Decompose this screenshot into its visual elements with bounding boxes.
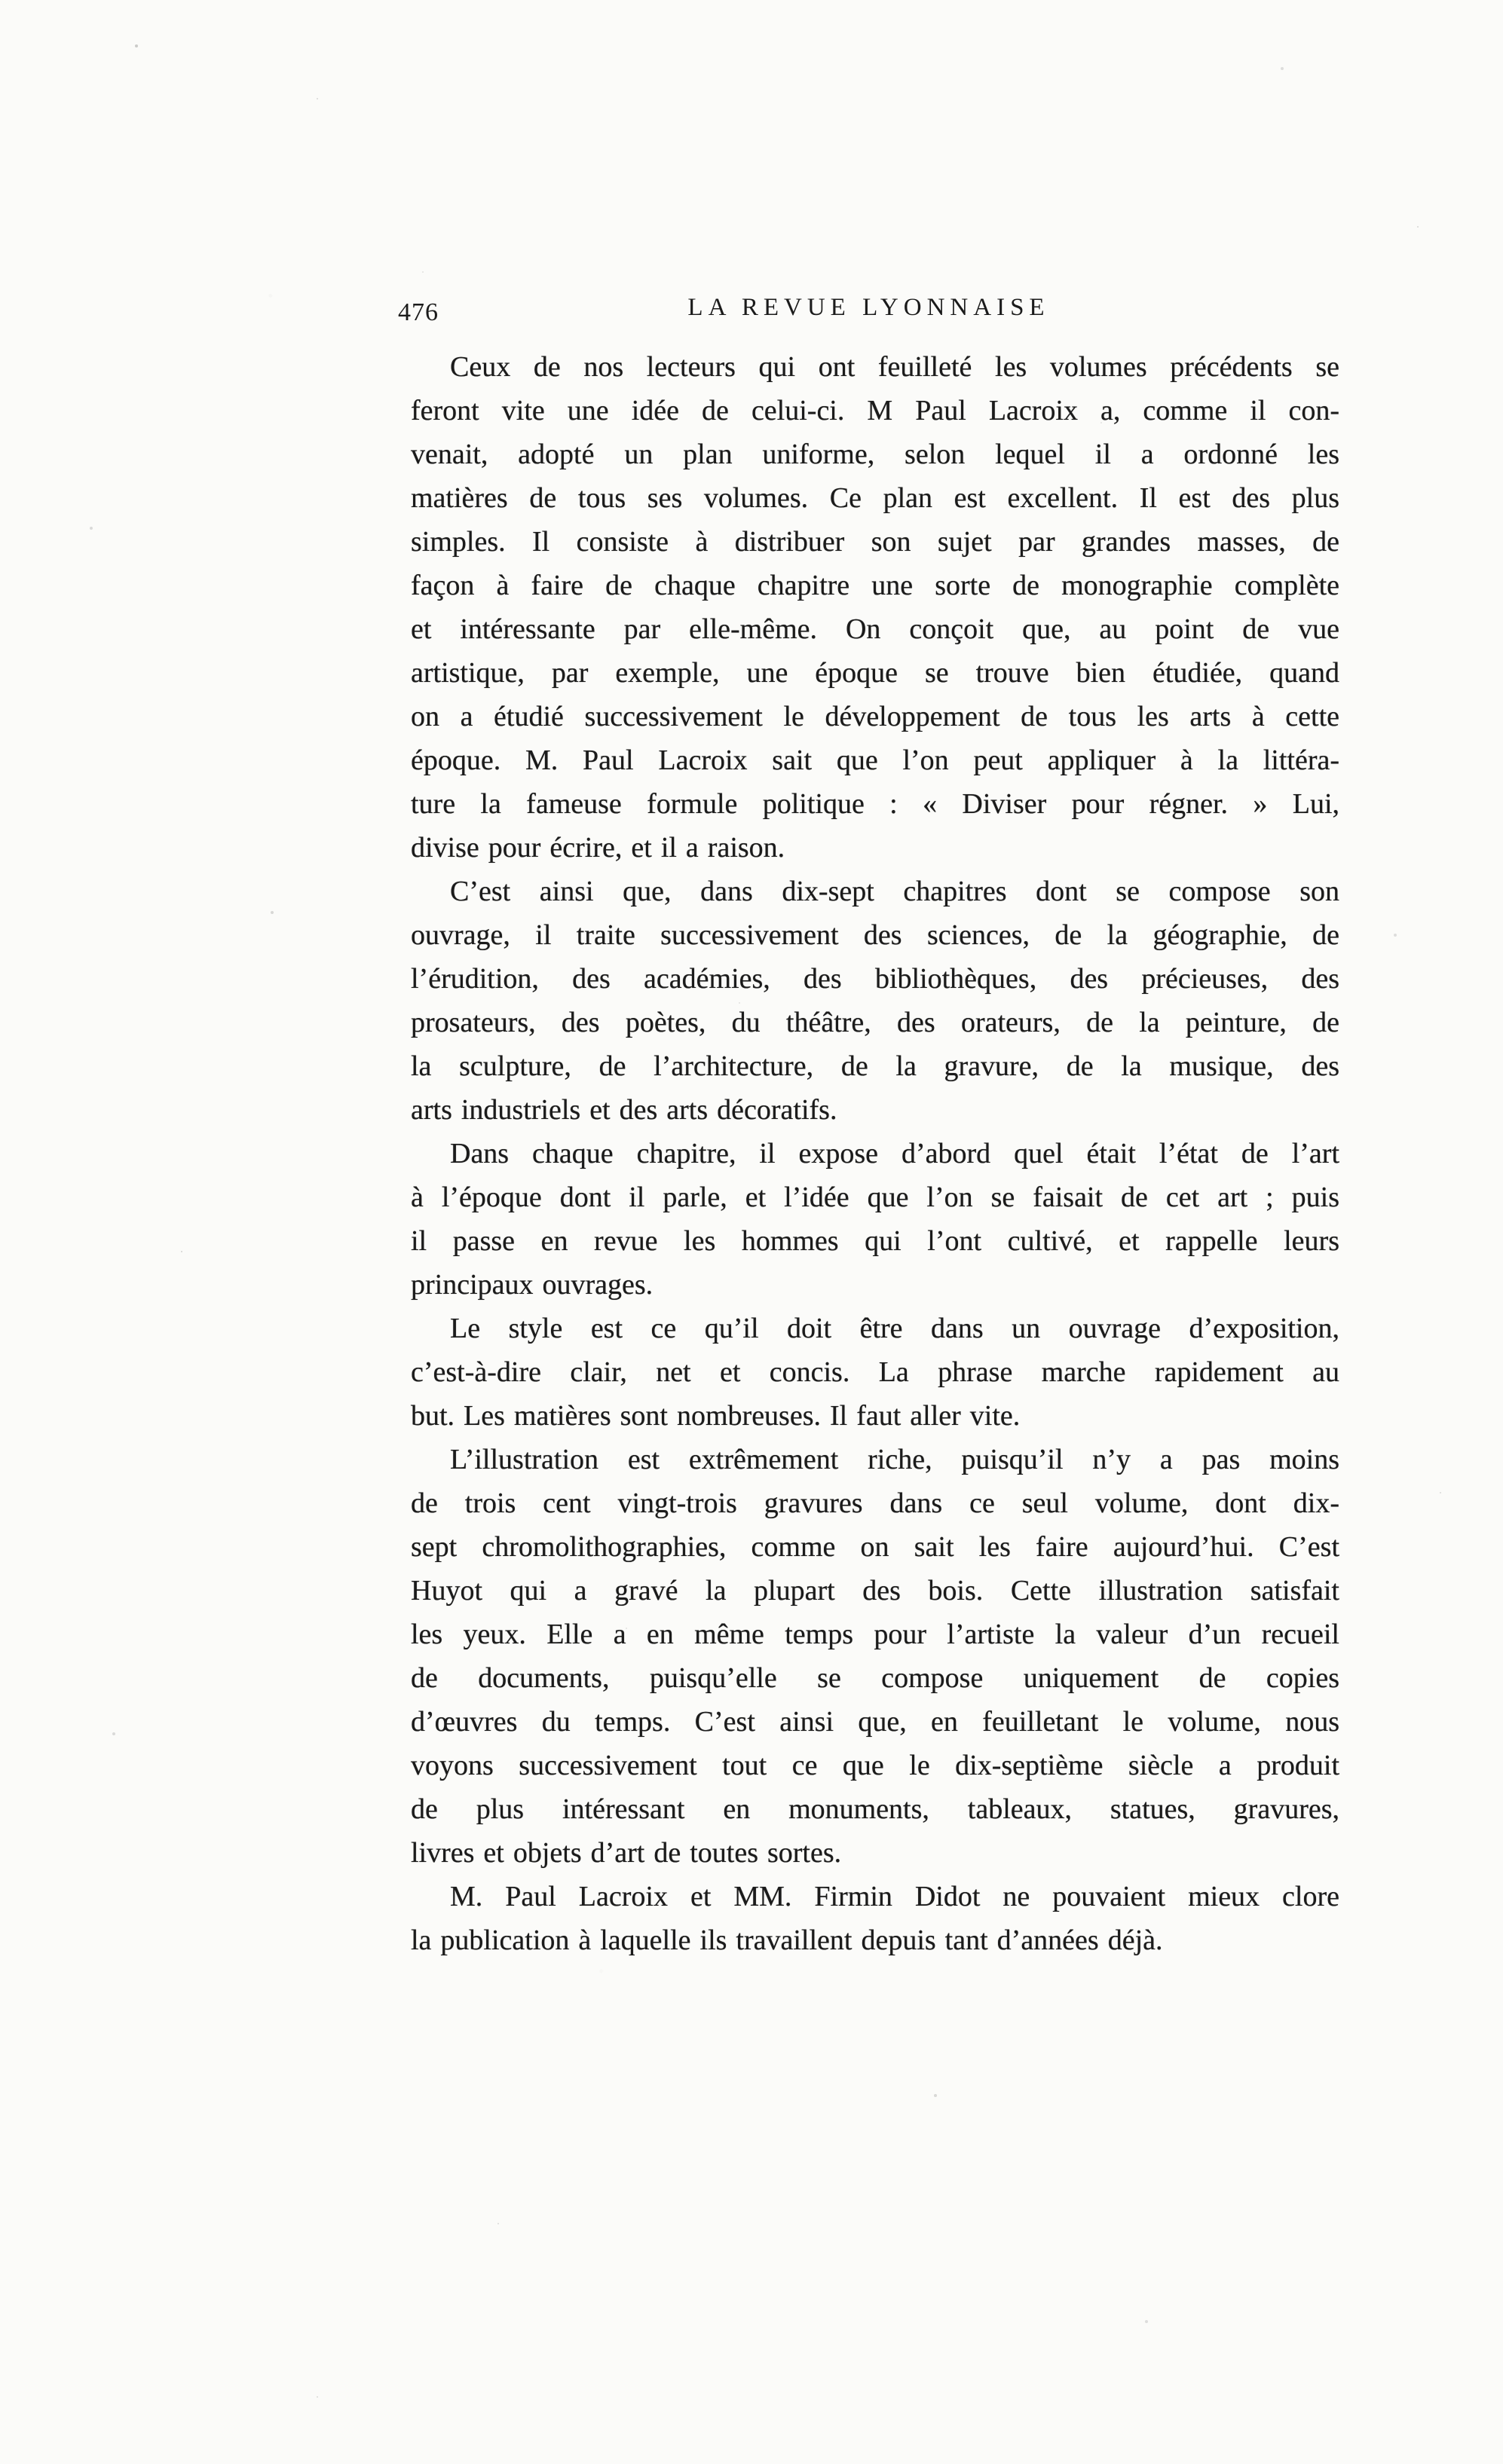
text-line: Dans chaque chapitre, il expose d’abord quel était l’état de l’art [450, 1138, 1339, 1169]
text-line: Le style est ce qu’il doit être dans un ouvrage d’exposition, [450, 1313, 1339, 1344]
text-line: d’œuvres du temps. C’est ainsi que, en feuilletant le volume, nous [411, 1706, 1339, 1738]
paragraph [411, 1438, 1339, 1875]
text-line: il passe en revue les hommes qui l’ont cultivé, et rappelle leurs [411, 1225, 1339, 1257]
text-line: la sculpture, de l’architecture, de la gravure, de la musique, des [411, 1050, 1339, 1082]
page-number: 476 [398, 298, 439, 326]
text-line: la publication à laquelle ils travaillent depuis tant d’années déjà. [411, 1924, 1163, 1956]
text-line: les yeux. Elle a en même temps pour l’artiste la valeur d’un recueil [411, 1619, 1339, 1650]
text-line: divise pour écrire, et il a raison. [411, 832, 785, 864]
article-text [411, 345, 1339, 1962]
journal-title: LA REVUE LYONNAISE [687, 294, 1050, 321]
text-line: on a étudié successivement le développement de tous les arts à cette [411, 701, 1339, 732]
text-line: but. Les matières sont nombreuses. Il faut aller vite. [411, 1400, 1021, 1432]
page-header [398, 294, 1339, 329]
text-line: de trois cent vingt-trois gravures dans ce seul volume, dont dix- [411, 1487, 1339, 1519]
text-line: feront vite une idée de celui-ci. M Paul Lacroix a, comme il con- [411, 395, 1339, 426]
paragraph [411, 1307, 1339, 1438]
scan-noise [0, 0, 2, 2]
text-line: matières de tous ses volumes. Ce plan est excellent. Il est des plus [411, 482, 1339, 514]
paragraph [411, 1875, 1339, 1962]
text-line: venait, adopté un plan uniforme, selon lequel il a ordonné les [411, 439, 1339, 470]
text-line: de plus intéressant en monuments, tableaux, statues, gravures, [411, 1793, 1339, 1825]
text-line: Ceux de nos lecteurs qui ont feuilleté les volumes précédents se [450, 351, 1339, 383]
paragraph [411, 870, 1339, 1132]
text-line: Huyot qui a gravé la plupart des bois. Cette illustration satisfait [411, 1575, 1339, 1606]
text-line: artistique, par exemple, une époque se trouve bien étudiée, quand [411, 657, 1339, 689]
text-line: à l’époque dont il parle, et l’idée que l’on se faisait de cet art ; puis [411, 1182, 1339, 1213]
paragraph [411, 1132, 1339, 1307]
paragraph [411, 345, 1339, 870]
text-line: C’est ainsi que, dans dix-sept chapitres dont se compose son [450, 876, 1339, 907]
text-line: voyons successivement tout ce que le dix-septième siècle a produit [411, 1750, 1339, 1781]
text-line: c’est-à-dire clair, net et concis. La phrase marche rapidement au [411, 1356, 1339, 1388]
text-line: livres et objets d’art de toutes sortes. [411, 1837, 842, 1869]
text-line: principaux ouvrages. [411, 1269, 654, 1301]
text-line: arts industriels et des arts décoratifs. [411, 1094, 837, 1126]
text-line: ture la fameuse formule politique : « Diviser pour régner. » Lui, [411, 788, 1339, 820]
text-line: l’érudition, des académies, des bibliothèques, des précieuses, des [411, 963, 1339, 995]
text-line: époque. M. Paul Lacroix sait que l’on peut appliquer à la littéra- [411, 744, 1339, 776]
text-line: M. Paul Lacroix et MM. Firmin Didot ne pouvaient mieux clore [450, 1881, 1339, 1912]
text-line: et intéressante par elle-même. On conçoit que, au point de vue [411, 613, 1339, 645]
text-line: ouvrage, il traite successivement des sciences, de la géographie, de [411, 919, 1339, 951]
text-line: simples. Il consiste à distribuer son sujet par grandes masses, de [411, 526, 1339, 558]
text-line: L’illustration est extrêmement riche, puisqu’il n’y a pas moins [450, 1444, 1339, 1475]
text-line: façon à faire de chaque chapitre une sorte de monographie complète [411, 570, 1339, 601]
text-line: de documents, puisqu’elle se compose uniquement de copies [411, 1662, 1339, 1694]
text-line: prosateurs, des poètes, du théâtre, des orateurs, de la peinture, de [411, 1007, 1339, 1038]
text-line: sept chromolithographies, comme on sait les faire aujourd’hui. C’est [411, 1531, 1339, 1563]
